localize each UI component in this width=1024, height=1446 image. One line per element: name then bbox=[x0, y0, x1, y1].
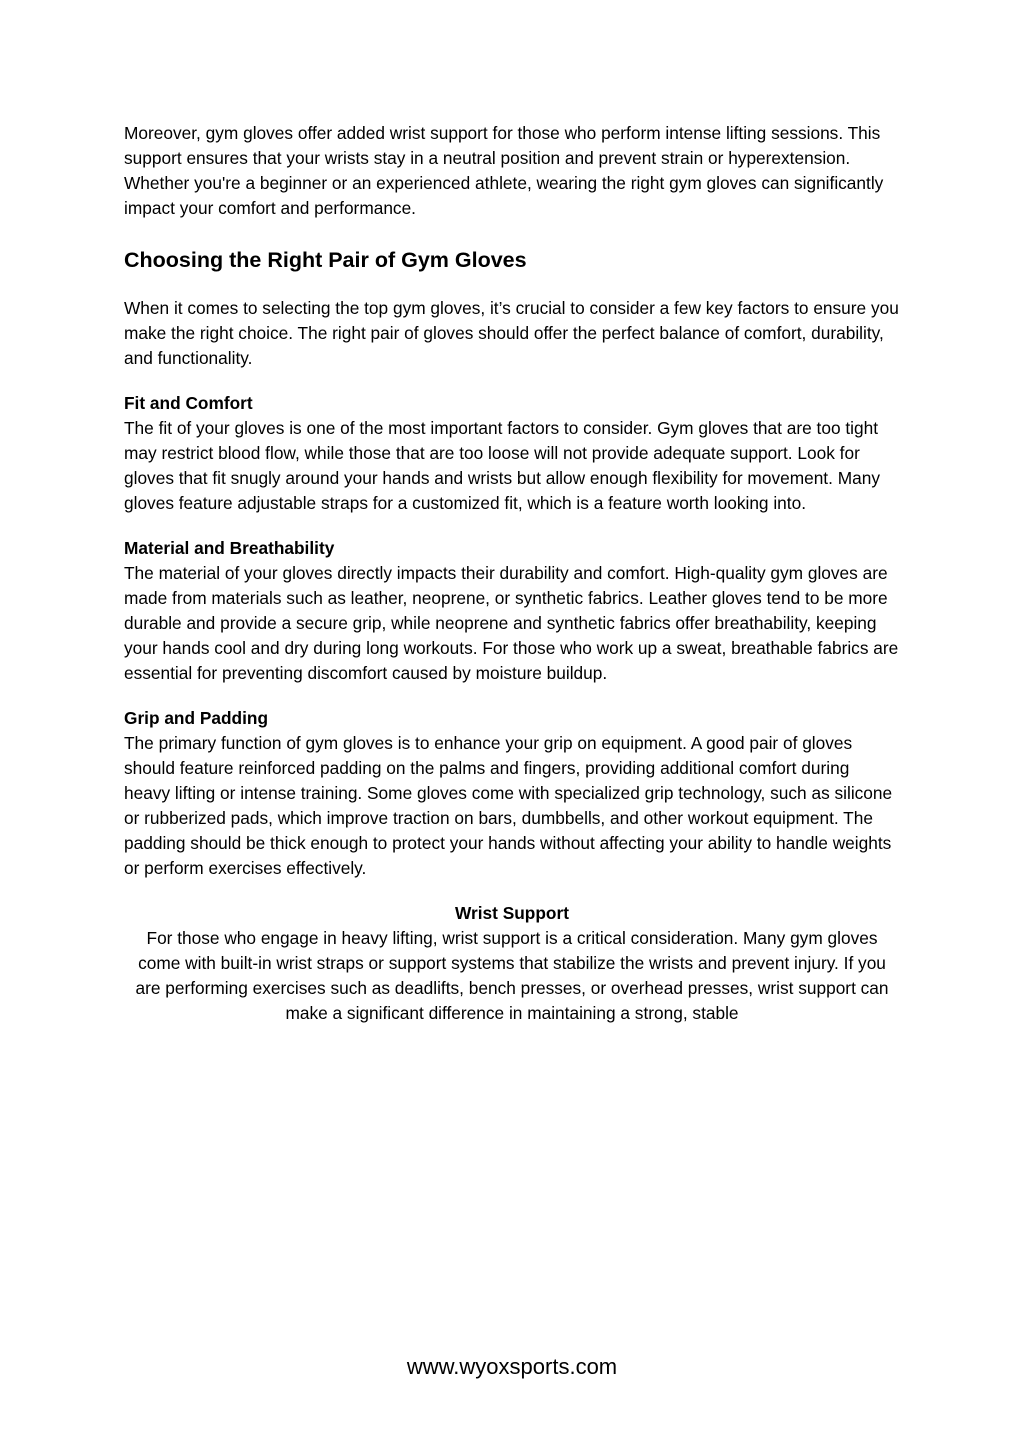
subsection-title: Material and Breathability bbox=[124, 538, 335, 558]
subsection-title: Grip and Padding bbox=[124, 708, 269, 728]
document-page bbox=[124, 121, 900, 1046]
section-grip-and-padding bbox=[124, 706, 900, 881]
subsection-title: Fit and Comfort bbox=[124, 393, 253, 413]
section-fit-and-comfort bbox=[124, 391, 900, 516]
subsection-body: The fit of your gloves is one of the most important factors to consider. Gym gloves that are too tight may restrict blood flow, while those that are too loose will not provide adequate support. Look for gloves that fit snugly around your hands and wrists but allow enough flexibility for movement. Many gloves feature adjustable straps for a customized fit, which is a feature worth looking into. bbox=[124, 418, 880, 513]
footer-url: www.wyoxsports.com bbox=[406, 1354, 618, 1379]
subsection-body: The primary function of gym gloves is to enhance your grip on equipment. A good pair of gloves should feature reinforced padding on the palms and fingers, providing additional comfort during heavy lifting or intense training. Some gloves come with specialized grip technology, such as silicone or rubberized pads, which improve traction on bars, dumbbells, and other workout equipment. The padding should be thick enough to protect your hands without affecting your ability to handle weights or perform exercises effectively. bbox=[124, 733, 893, 878]
subsection-body: For those who engage in heavy lifting, wrist support is a critical consideration. Many gym gloves come with built-in wrist straps or support systems that stabilize the wrists and prevent injury. If you are performing exercises such as deadlifts, bench presses, or overhead presses, wrist support can make a significant difference in maintaining a strong, stable bbox=[135, 928, 889, 1023]
subsection-body: The material of your gloves directly impacts their durability and comfort. High-quality gym gloves are made from materials such as leather, neoprene, or synthetic fabrics. Leather gloves tend to be more durable and provide a secure grip, while neoprene and synthetic fabrics offer breathability, keeping your hands cool and dry during long workouts. For those who work up a sweat, breathable fabrics are essential for preventing discomfort caused by moisture buildup. bbox=[124, 563, 899, 683]
lead-paragraph: When it comes to selecting the top gym gloves, it’s crucial to consider a few key factors to ensure you make the right choice. The right pair of gloves should offer the perfect balance of comfort, durability, and functionality. bbox=[124, 298, 899, 368]
subsection-title: Wrist Support bbox=[455, 903, 569, 923]
section-wrist-support bbox=[124, 901, 900, 1026]
section-material-and-breathability bbox=[124, 536, 900, 686]
intro-paragraph: Moreover, gym gloves offer added wrist support for those who perform intense lifting sessions. This support ensures that your wrists stay in a neutral position and prevent strain or hyperextension. Whether you're a beginner or an experienced athlete, wearing the right gym gloves can significantly impact your comfort and performance. bbox=[124, 123, 884, 218]
section-heading: Choosing the Right Pair of Gym Gloves bbox=[124, 248, 527, 272]
